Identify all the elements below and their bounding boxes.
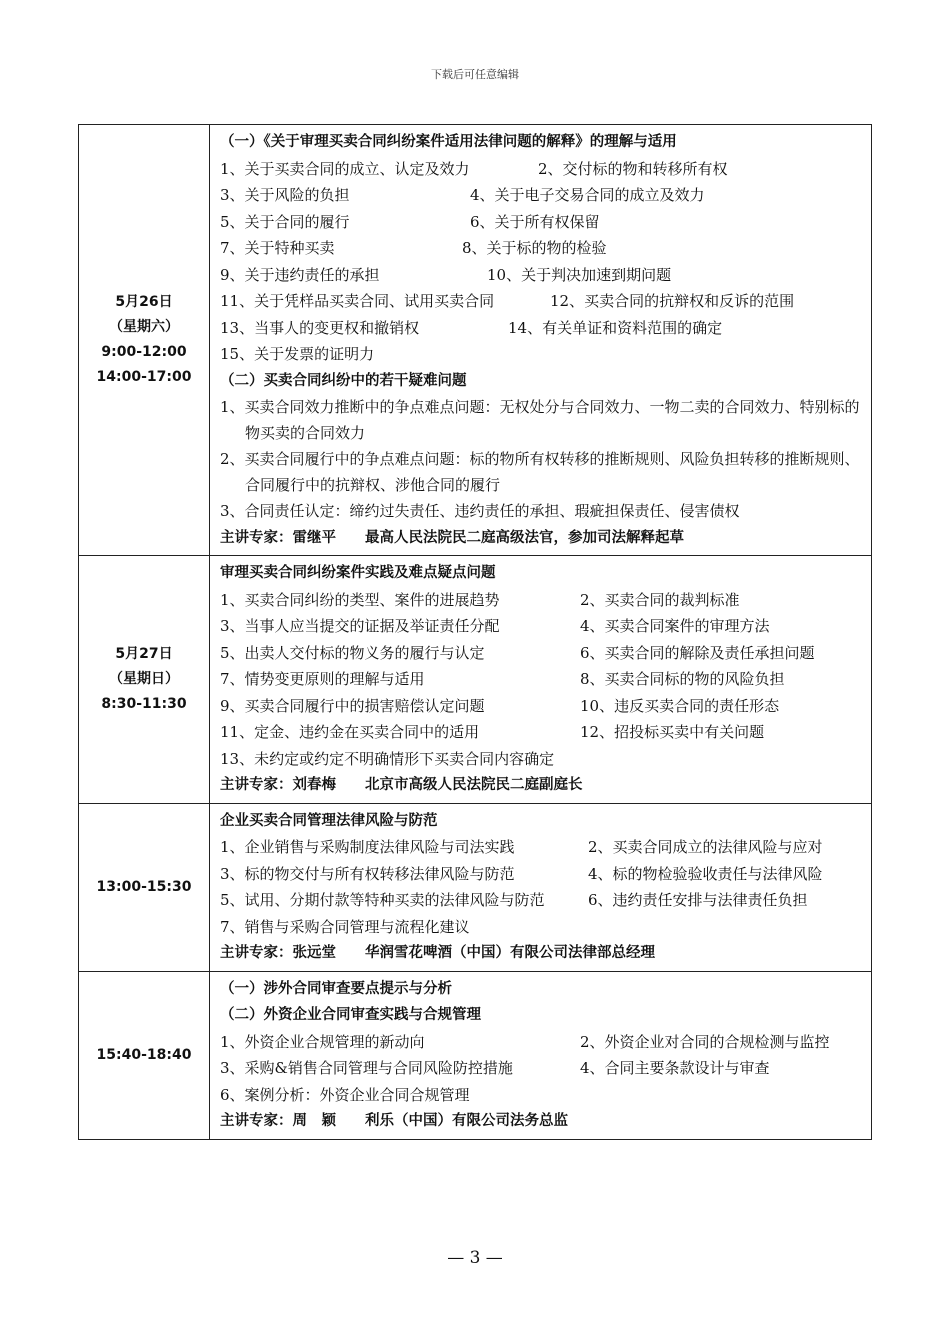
topic-line xyxy=(220,262,865,289)
topic-line xyxy=(220,1055,865,1082)
topic-item: 3、关于风险的负担 xyxy=(220,186,350,204)
topic-paragraph: 2、买卖合同履行中的争点难点问题：标的物所有权转移的推断规则、风险负担转移的推断规则、合同履行中的抗辩权、涉他合同的履行 xyxy=(220,450,860,494)
topic-line xyxy=(220,587,865,614)
topic-item: 4、标的物检验验收责任与法律风险 xyxy=(588,864,823,883)
topic-item: 5、出卖人交付标的物义务的履行与认定 xyxy=(220,643,485,662)
section-heading: 审理买卖合同纠纷案件实践及难点疑点问题 xyxy=(220,565,496,581)
topic-item: 2、买卖合同的裁判标准 xyxy=(580,590,740,609)
page-number: — 3 — xyxy=(447,1248,503,1268)
topic-item: 1、企业销售与采购制度法律风险与司法实践 xyxy=(220,838,515,856)
topic-line: 13、未约定或约定不明确情形下买卖合同内容确定 xyxy=(220,749,555,768)
topic-item: 5、关于合同的履行 xyxy=(220,212,350,231)
topic-item: 4、买卖合同案件的审理方法 xyxy=(580,617,770,635)
topic-item: 14、有关单证和资料范围的确定 xyxy=(508,318,723,337)
topic-item: 13、当事人的变更权和撤销权 xyxy=(220,318,420,337)
section-heading: （二）买卖合同纠纷中的若干疑难问题 xyxy=(220,372,467,389)
topic-line xyxy=(220,315,865,342)
section-heading: 企业买卖合同管理法律风险与防范 xyxy=(220,812,438,829)
topic-item: 6、关于所有权保留 xyxy=(470,212,600,231)
time-range: 13:00-15:30 xyxy=(96,878,192,895)
topic-item: 12、招投标买卖中有关问题 xyxy=(580,723,765,741)
topic-item: 3、采购&销售合同管理与合同风险防控措施 xyxy=(220,1059,513,1077)
date: 5月26日 xyxy=(115,294,173,310)
header-note: 下载后可任意编辑 xyxy=(431,68,519,81)
topic-item: 4、合同主要条款设计与审查 xyxy=(580,1059,770,1077)
topic-line xyxy=(220,209,865,236)
content-cell xyxy=(210,971,872,1139)
topic-item: 3、标的物交付与所有权转移法律风险与防范 xyxy=(220,864,515,883)
topic-item: 1、买卖合同纠纷的类型、案件的进展趋势 xyxy=(220,590,500,609)
topic-item: 2、外资企业对合同的合规检测与监控 xyxy=(580,1032,830,1051)
topic-item: 4、关于电子交易合同的成立及效力 xyxy=(470,186,705,204)
schedule-row xyxy=(79,803,872,971)
topic-item: 8、关于标的物的检验 xyxy=(462,239,607,257)
time-range: 14:00-17:00 xyxy=(96,369,192,385)
topic-item: 5、试用、分期付款等特种买卖的法律风险与防范 xyxy=(220,891,545,909)
weekday: （星期日） xyxy=(109,670,179,687)
content-cell xyxy=(210,125,872,556)
topic-line xyxy=(220,861,865,888)
time-cell xyxy=(79,971,210,1139)
section-heading: （一）涉外合同审查要点提示与分析 xyxy=(220,980,452,997)
topic-line xyxy=(220,693,865,720)
topic-line xyxy=(220,666,865,693)
topic-line xyxy=(220,1029,865,1056)
time-cell xyxy=(79,556,210,804)
time-range: 15:40-18:40 xyxy=(96,1046,192,1063)
content-cell xyxy=(210,803,872,971)
speaker-line: 主讲专家：张远堂 华润雪花啤酒（中国）有限公司法律部总经理 xyxy=(220,945,655,961)
topic-item: 2、买卖合同成立的法律风险与应对 xyxy=(588,838,823,856)
schedule-row xyxy=(79,125,872,556)
topic-line xyxy=(220,288,865,315)
topic-item: 6、买卖合同的解除及责任承担问题 xyxy=(580,643,815,662)
topic-line xyxy=(220,640,865,667)
topic-item: 7、关于特种买卖 xyxy=(220,239,335,257)
topic-line: 15、关于发票的证明力 xyxy=(220,345,375,363)
topic-paragraph: 1、买卖合同效力推断中的争点难点问题：无权处分与合同效力、一物二卖的合同效力、特别标的物买卖的合同效力 xyxy=(220,398,860,442)
date: 5月27日 xyxy=(115,645,173,662)
time-cell xyxy=(79,125,210,556)
topic-item: 9、买卖合同履行中的损害赔偿认定问题 xyxy=(220,696,485,715)
speaker-line: 主讲专家：刘春梅 北京市高级人民法院民二庭副庭长 xyxy=(220,777,583,793)
topic-item: 1、关于买卖合同的成立、认定及效力 xyxy=(220,159,470,178)
topic-item: 11、关于凭样品买卖合同、试用买卖合同 xyxy=(220,292,495,310)
topic-line xyxy=(220,719,865,746)
speaker-line: 主讲专家：雷继平 最高人民法院民二庭高级法官，参加司法解释起草 xyxy=(220,529,684,546)
topic-item: 7、情势变更原则的理解与适用 xyxy=(220,670,425,688)
topic-item: 8、买卖合同标的物的风险负担 xyxy=(580,670,785,688)
topic-line: 7、销售与采购合同管理与流程化建议 xyxy=(220,917,470,936)
topic-item: 9、关于违约责任的承担 xyxy=(220,265,380,284)
topic-line: 3、合同责任认定：缔约过失责任、违约责任的承担、瑕疵担保责任、侵害债权 xyxy=(220,502,740,520)
topic-line xyxy=(220,613,865,640)
schedule-table xyxy=(78,124,872,1140)
time-cell xyxy=(79,803,210,971)
topic-item: 6、违约责任安排与法律责任负担 xyxy=(588,891,808,909)
topic-item: 12、买卖合同的抗辩权和反诉的范围 xyxy=(550,292,795,310)
topic-line xyxy=(220,182,865,209)
schedule-row xyxy=(79,971,872,1139)
topic-line xyxy=(220,834,865,861)
topic-item: 10、违反买卖合同的责任形态 xyxy=(580,696,780,715)
content-cell xyxy=(210,556,872,804)
section-heading: （一）《关于审理买卖合同纠纷案件适用法律问题的解释》的理解与适用 xyxy=(220,134,677,150)
topic-item: 10、关于判决加速到期问题 xyxy=(487,265,672,284)
topic-item: 1、外资企业合规管理的新动向 xyxy=(220,1032,425,1051)
time-range: 9:00-12:00 xyxy=(101,344,187,360)
topic-line xyxy=(220,235,865,262)
topic-item: 3、当事人应当提交的证据及举证责任分配 xyxy=(220,617,500,635)
topic-line xyxy=(220,887,865,914)
section-heading: （二）外资企业合同审查实践与合规管理 xyxy=(220,1007,481,1023)
topic-line xyxy=(220,156,865,183)
speaker-line: 主讲专家：周 颖 利乐（中国）有限公司法务总监 xyxy=(220,1113,568,1129)
topic-item: 11、定金、违约金在买卖合同中的适用 xyxy=(220,723,480,741)
weekday: （星期六） xyxy=(109,319,179,335)
topic-line: 6、案例分析：外资企业合同合规管理 xyxy=(220,1085,470,1104)
topic-item: 2、交付标的物和转移所有权 xyxy=(538,159,728,178)
time-range: 8:30-11:30 xyxy=(101,695,187,712)
schedule-row xyxy=(79,556,872,804)
